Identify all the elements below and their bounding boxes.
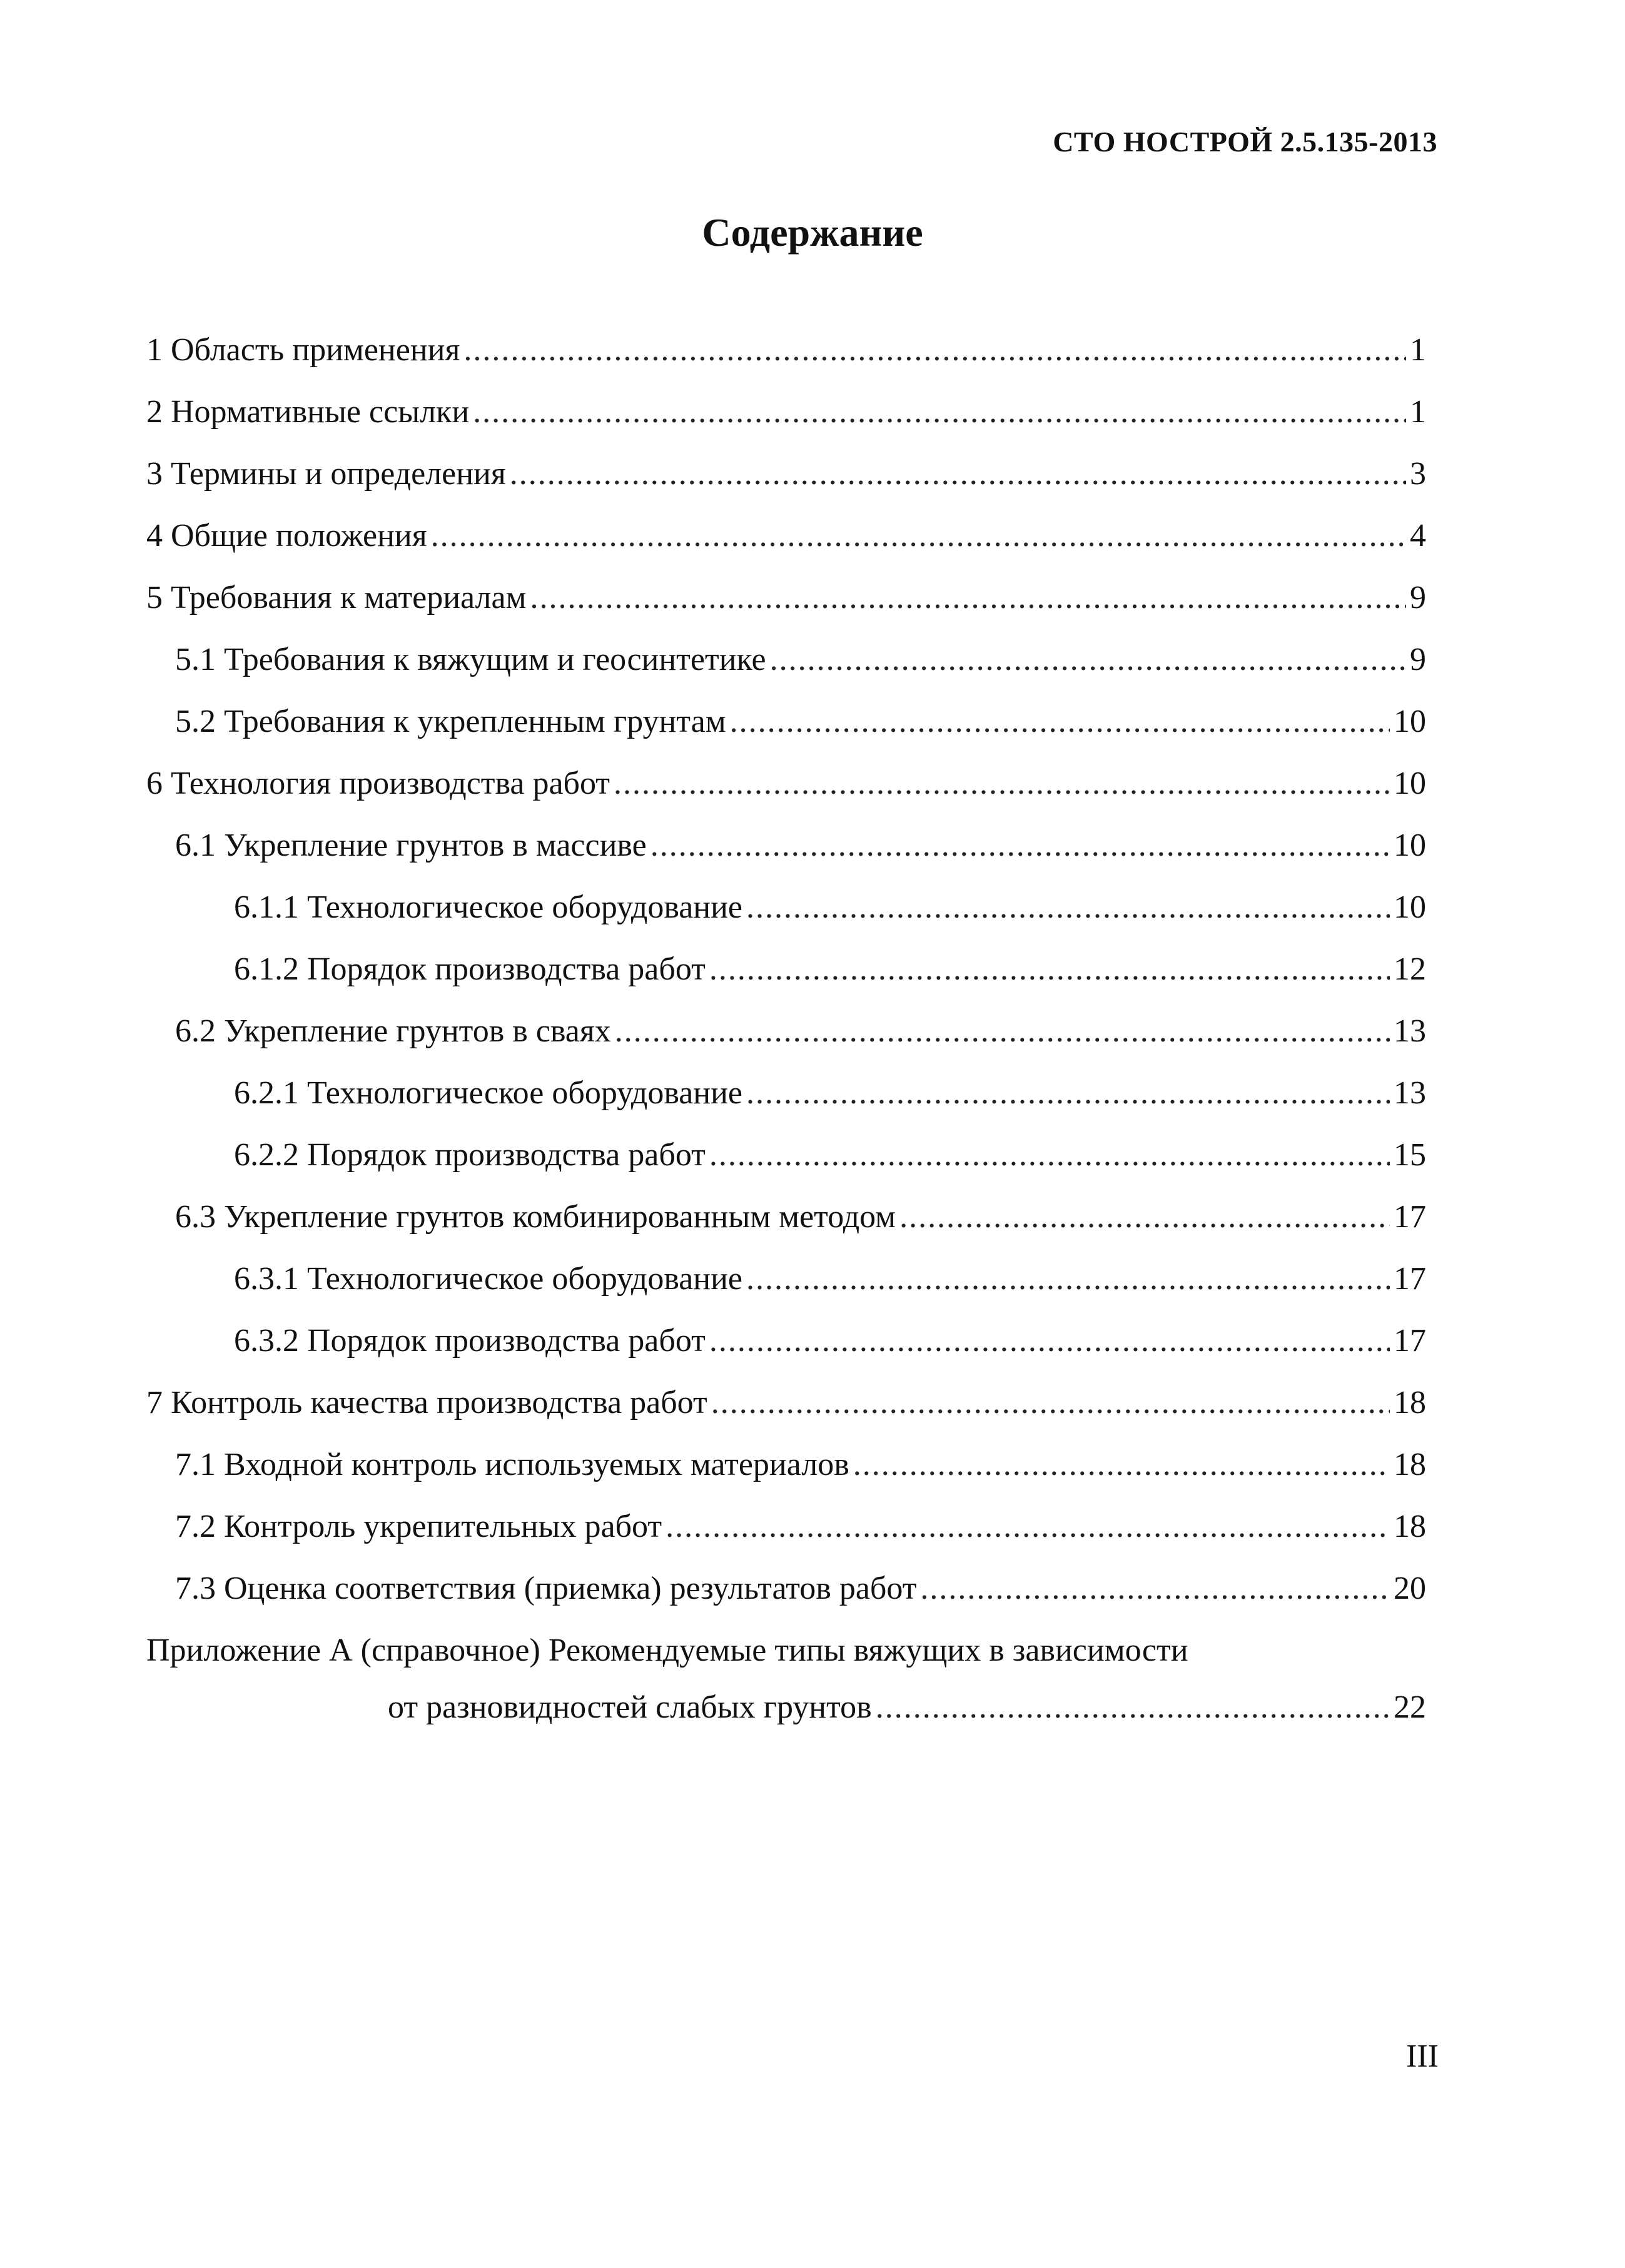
dot-leader bbox=[746, 886, 1390, 929]
toc-entry[interactable] bbox=[175, 700, 1426, 744]
toc-entry[interactable] bbox=[146, 1381, 1426, 1425]
dot-leader bbox=[920, 1567, 1390, 1611]
dot-leader bbox=[530, 576, 1407, 620]
dot-leader bbox=[730, 700, 1390, 744]
toc-entry-page: 10 bbox=[1394, 828, 1426, 863]
toc-entry-label: 6.1.2 Порядок производства работ bbox=[234, 951, 706, 987]
toc-entry-page: 10 bbox=[1394, 889, 1426, 925]
document-code: СТО НОСТРОЙ 2.5.135-2013 bbox=[1053, 126, 1437, 158]
dot-leader bbox=[709, 948, 1390, 991]
toc-entry-page: 4 bbox=[1410, 518, 1426, 554]
toc-entry-label: 6.3.1 Технологическое оборудование bbox=[234, 1261, 743, 1297]
toc-entry[interactable] bbox=[175, 824, 1426, 868]
toc-entry[interactable] bbox=[146, 452, 1426, 496]
dot-leader bbox=[746, 1071, 1390, 1115]
toc-entry-label: 3 Термины и определения bbox=[146, 456, 506, 492]
toc-entry-page: 13 bbox=[1394, 1013, 1426, 1049]
toc-entry-label: 6.1 Укрепление грунтов в массиве bbox=[175, 828, 647, 863]
toc-entry[interactable] bbox=[175, 1443, 1426, 1487]
dot-leader bbox=[746, 1257, 1390, 1301]
toc-entry-label: 4 Общие положения bbox=[146, 518, 427, 554]
toc-entry-page: 1 bbox=[1410, 332, 1426, 368]
toc-entry-label: 6.2.1 Технологическое оборудование bbox=[234, 1075, 743, 1111]
dot-leader bbox=[615, 1010, 1390, 1053]
toc-entry[interactable] bbox=[175, 1567, 1426, 1611]
dot-leader bbox=[709, 1133, 1390, 1177]
dot-leader bbox=[614, 762, 1390, 806]
toc-entry[interactable] bbox=[146, 514, 1426, 558]
toc-entry-label: 6.2 Укрепление грунтов в сваях bbox=[175, 1013, 611, 1049]
toc-entry-label: 5.2 Требования к укрепленным грунтам bbox=[175, 704, 726, 739]
toc-entry-page: 18 bbox=[1394, 1385, 1426, 1420]
toc-entry-page: 15 bbox=[1394, 1137, 1426, 1173]
toc-title: Содержание bbox=[702, 210, 923, 255]
toc-entry-page: 10 bbox=[1394, 766, 1426, 801]
toc-entry[interactable] bbox=[234, 886, 1426, 929]
toc-entry[interactable] bbox=[175, 638, 1426, 682]
toc-entry[interactable] bbox=[175, 1195, 1426, 1239]
toc-entry[interactable] bbox=[146, 390, 1426, 434]
toc-entry-label: 7.2 Контроль укрепительных работ bbox=[175, 1509, 662, 1544]
toc-entry-page: 13 bbox=[1394, 1075, 1426, 1111]
dot-leader bbox=[711, 1381, 1390, 1425]
toc-appendix-page: 22 bbox=[1394, 1689, 1426, 1725]
toc-entry-label: 6.3.2 Порядок производства работ bbox=[234, 1323, 706, 1359]
toc-entry-page: 18 bbox=[1394, 1509, 1426, 1544]
toc-entry[interactable] bbox=[234, 1133, 1426, 1177]
toc-entry-page: 1 bbox=[1410, 394, 1426, 430]
dot-leader bbox=[431, 514, 1406, 558]
toc-entry-page: 17 bbox=[1394, 1199, 1426, 1235]
toc-entry-label: 5 Требования к материалам bbox=[146, 580, 527, 615]
dot-leader bbox=[876, 1686, 1390, 1729]
toc-appendix-title[interactable]: Приложение А (справочное) Рекомендуемые типы вяжущих в зависимости bbox=[146, 1633, 1188, 1668]
toc-entry-label: 6 Технология производства работ bbox=[146, 766, 610, 801]
toc-entry-page: 18 bbox=[1394, 1447, 1426, 1482]
toc-appendix-label: от разновидностей слабых грунтов bbox=[388, 1689, 872, 1725]
toc-entry-label: 2 Нормативные ссылки bbox=[146, 394, 470, 430]
toc-entry-label: 6.1.1 Технологическое оборудование bbox=[234, 889, 743, 925]
toc-entry-page: 17 bbox=[1394, 1261, 1426, 1297]
dot-leader bbox=[473, 390, 1406, 434]
dot-leader bbox=[510, 452, 1406, 496]
toc-entry-label: 7 Контроль качества производства работ bbox=[146, 1385, 707, 1420]
toc-entry[interactable] bbox=[146, 328, 1426, 372]
toc-entry-page: 10 bbox=[1394, 704, 1426, 739]
page-number: III bbox=[1406, 2038, 1439, 2074]
toc-entry-page: 17 bbox=[1394, 1323, 1426, 1359]
toc-entry-page: 3 bbox=[1410, 456, 1426, 492]
dot-leader bbox=[463, 328, 1406, 372]
toc-entry[interactable] bbox=[146, 762, 1426, 806]
toc-entry[interactable] bbox=[234, 1319, 1426, 1363]
toc-entry-page: 12 bbox=[1394, 951, 1426, 987]
toc-appendix-entry[interactable] bbox=[388, 1686, 1426, 1729]
toc-entry[interactable] bbox=[175, 1505, 1426, 1549]
toc-entry[interactable] bbox=[234, 948, 1426, 991]
toc-entry-label: 5.1 Требования к вяжущим и геосинтетике bbox=[175, 642, 766, 677]
toc-entry-page: 20 bbox=[1394, 1571, 1426, 1606]
toc-entry-page: 9 bbox=[1410, 642, 1426, 677]
dot-leader bbox=[853, 1443, 1390, 1487]
toc-entry-label: 7.3 Оценка соответствия (приемка) результатов работ bbox=[175, 1571, 917, 1606]
toc-entry[interactable] bbox=[234, 1257, 1426, 1301]
toc-entry[interactable] bbox=[146, 576, 1426, 620]
toc-entry-label: 1 Область применения bbox=[146, 332, 460, 368]
toc-entry-label: 6.3 Укрепление грунтов комбинированным методом bbox=[175, 1199, 896, 1235]
toc-entry[interactable] bbox=[234, 1071, 1426, 1115]
dot-leader bbox=[899, 1195, 1390, 1239]
toc-entry-page: 9 bbox=[1410, 580, 1426, 615]
dot-leader bbox=[709, 1319, 1390, 1363]
toc-entry-label: 6.2.2 Порядок производства работ bbox=[234, 1137, 706, 1173]
dot-leader bbox=[770, 638, 1406, 682]
dot-leader bbox=[651, 824, 1390, 868]
toc-entry-label: 7.1 Входной контроль используемых материалов bbox=[175, 1447, 849, 1482]
dot-leader bbox=[666, 1505, 1390, 1549]
toc-entry[interactable] bbox=[175, 1010, 1426, 1053]
